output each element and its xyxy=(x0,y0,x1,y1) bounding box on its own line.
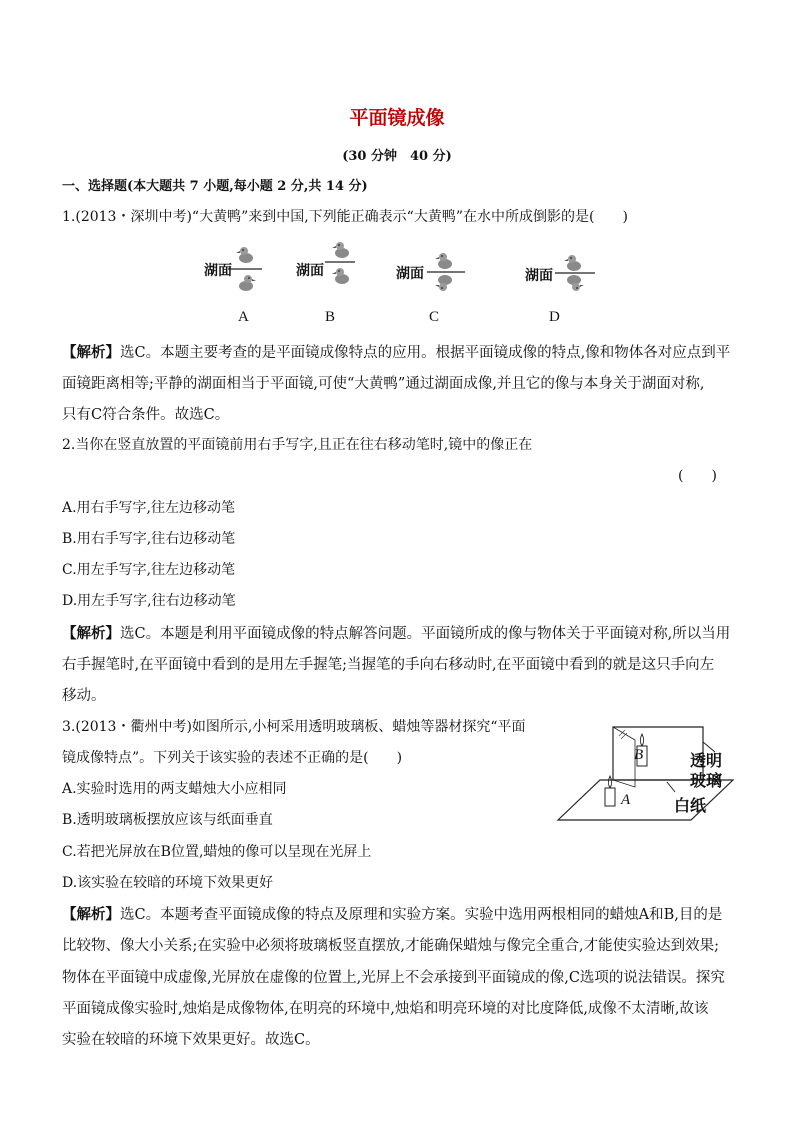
q2-analysis-line-2: 右手握笔时,在平面镜中看到的是用左手握笔;当握笔的手向右移动时,在平面镜中看到的就是这只手向左 xyxy=(62,657,715,673)
q2-answer-bracket: ( ) xyxy=(678,468,717,484)
q3-figure-label-paper: 白纸 xyxy=(674,796,707,815)
q2-option-c: C.用左手写字,往左边移动笔 xyxy=(62,562,236,578)
q3-analysis-line-5: 实验在较暗的环境下效果更好。故选C。 xyxy=(62,1032,320,1048)
q1-figure-d xyxy=(555,255,595,291)
q1-analysis-line-1: 【解析】选C。本题主要考查的是平面镜成像特点的应用。根据平面镜成像的特点,像和物体各对应点到平 xyxy=(62,344,731,361)
q2-stem: 2.当你在竖直放置的平面镜前用右手写字,且正在往右移动笔时,镜中的像正在 xyxy=(62,437,533,453)
q3-analysis-line-4: 平面镜成像实验时,烛焰是成像物体,在明亮的环境中,烛焰和明亮环境的对比度降低,成像不太清晰,故该 xyxy=(62,1001,709,1017)
q3-stem-line-1: 3.(2013・衢州中考)如图所示,小柯采用透明玻璃板、蜡烛等器材探究“平面 xyxy=(62,719,526,735)
page-subtitle: (30 分钟 40 分) xyxy=(342,149,452,164)
q3-analysis-line-2: 比较物、像大小关系;在实验中必须将玻璃板竖直摆放,才能确保蜡烛与像完全重合,才能使实验达到效果; xyxy=(62,938,719,954)
q2-option-b: B.用右手写字,往右边移动笔 xyxy=(62,531,236,547)
q3-option-d: D.该实验在较暗的环境下效果更好 xyxy=(62,875,274,891)
q2-analysis-tag: 【解析】 xyxy=(62,625,120,642)
q1-figure-a xyxy=(228,247,262,291)
q1-choice-c: C xyxy=(429,309,440,325)
q2-analysis-line-1: 【解析】选C。本题是利用平面镜成像的特点解答问题。平面镜所成的像与物体关于平面镜对称,所以当用 xyxy=(62,625,731,642)
q1-analysis-line-2: 面镜距离相等;平静的湖面相当于平面镜,可使“大黄鸭”通过湖面成像,并且它的像与本身关于湖面对称, xyxy=(62,376,705,392)
q1-analysis-tag: 【解析】 xyxy=(62,344,120,361)
q3-analysis-tag: 【解析】 xyxy=(62,906,120,923)
q2-option-a: A.用右手写字,往左边移动笔 xyxy=(62,500,236,516)
q3-analysis-line-1: 【解析】选C。本题考查平面镜成像的特点及原理和实验方案。实验中选用两根相同的蜡烛A和B,目的是 xyxy=(62,906,723,923)
q3-analysis-line-3: 物体在平面镜中成虚像,光屏放在虚像的位置上,光屏上不会承接到平面镜成的像,C选项的说法错误。探究 xyxy=(62,970,725,986)
q1-lake-label-a: 湖面 xyxy=(204,263,232,279)
q2-option-d: D.用左手写字,往右边移动笔 xyxy=(62,593,236,609)
q3-figure-label-a: A xyxy=(621,792,631,808)
q1-lake-label-b: 湖面 xyxy=(296,263,324,279)
q1-stem: 1.(2013・深圳中考)“大黄鸭”来到中国,下列能正确表示“大黄鸭”在水中所成倒影的是( ) xyxy=(62,209,628,225)
q3-stem-line-2: 镜成像特点”。下列关于该实验的表述不正确的是( ) xyxy=(62,750,403,766)
q1-lake-label-d: 湖面 xyxy=(525,268,553,284)
q3-figure-label-glass-1: 透明 xyxy=(690,751,723,770)
q3-option-c: C.若把光屏放在B位置,蜡烛的像可以呈现在光屏上 xyxy=(62,844,372,860)
q1-analysis-line-3: 只有C符合条件。故选C。 xyxy=(62,407,230,423)
q1-figure-c xyxy=(427,253,465,291)
q3-option-b: B.透明玻璃板摆放应该与纸面垂直 xyxy=(62,812,273,828)
section-heading: 一、选择题(本大题共 7 小题,每小题 2 分,共 14 分) xyxy=(62,179,368,194)
q1-choice-d: D xyxy=(549,309,560,325)
q1-figure-b xyxy=(325,242,355,284)
q1-lake-label-c: 湖面 xyxy=(396,266,424,282)
q1-choice-a: A xyxy=(238,309,249,325)
q2-analysis-line-3: 移动。 xyxy=(62,688,106,704)
q1-choice-b: B xyxy=(325,309,336,325)
page-title: 平面镜成像 xyxy=(349,107,445,129)
q3-figure-label-b: B xyxy=(634,747,644,763)
q3-option-a: A.实验时选用的两支蜡烛大小应相同 xyxy=(62,781,287,797)
q3-figure-label-glass-2: 玻璃 xyxy=(690,771,723,790)
